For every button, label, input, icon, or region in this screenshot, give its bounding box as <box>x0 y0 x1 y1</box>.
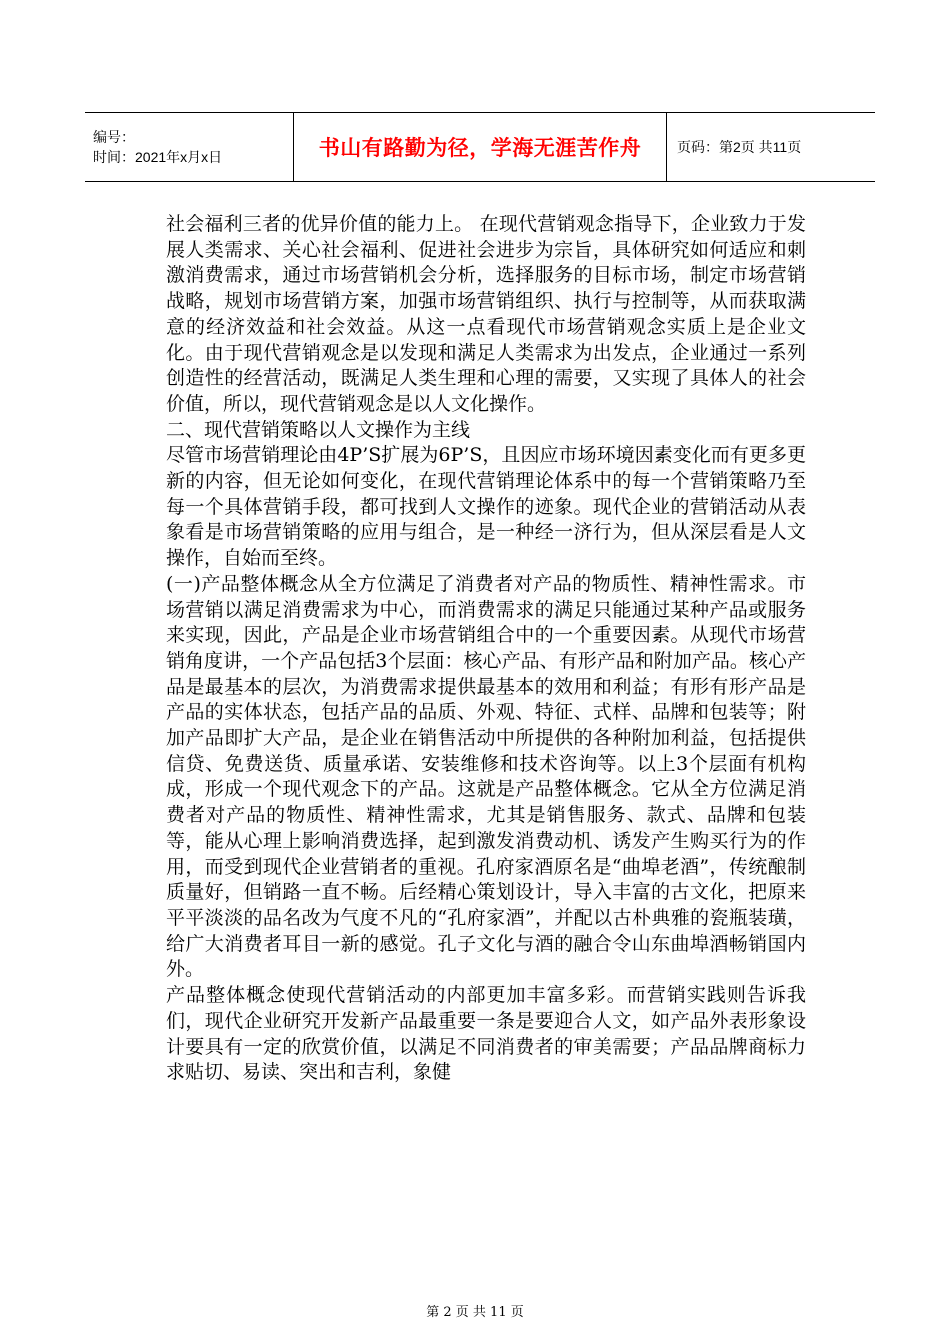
time-label: 时间：2021年x月x日 <box>93 149 223 165</box>
document-body <box>166 212 806 1086</box>
paragraph: 尽管市场营销理论由4P’S扩展为6P’S，且因应市场环境因素变化而有更多更新的内容，但无论如何变化，在现代营销理论体系中的每一个营销策略乃至每一个具体营销手段，都可找到人文操作的迹象。现代企业的营销活动从表象看是市场营销策略的应用与组合，是一种经一济行为，但从深层看是人文操作，自始而至终。 <box>166 444 806 570</box>
paragraph: 社会福利三者的优异价值的能力上。 在现代营销观念指导下，企业致力于发展人类需求、关心社会福利、促进社会进步为宗旨，具体研究如何适应和刺激消费需求，通过市场营销机会分析，选择服务的目标市场，制定市场营销战略，规划市场营销方案，加强市场营销组织、执行与控制等，从而获取满意的经济效益和社会效益。从这一点看现代市场营销观念实质上是企业文化。由于现代营销观念是以发现和满足人类需求为出发点，企业通过一系列创造性的经营活动，既满足人类生理和心理的需要，又实现了具体人的社会价值，所以，现代营销观念是以人文化操作。 <box>166 213 806 415</box>
paragraph: 产品整体概念使现代营销活动的内部更加丰富多彩。而营销实践则告诉我们，现代企业研究开发新产品最重要一条是要迎合人文，如产品外表形象设计要具有一定的欣赏价值，以满足不同消费者的审美需要；产品品牌商标力求贴切、易读、突出和吉利，象健 <box>166 984 806 1084</box>
header-meta <box>85 113 294 182</box>
header-motto: 书山有路勤为径，学海无涯苦作舟 <box>294 113 667 182</box>
paragraph: (一)产品整体概念从全方位满足了消费者对产品的物质性、精神性需求。市场营销以满足消费需求为中心，而消费需求的满足只能通过某种产品或服务来实现，因此，产品是企业市场营销组合中的一个重要因素。从现代市场营销角度讲，一个产品包括3个层面：核心产品、有形产品和附加产品。核心产品是最基本的层次，为消费需求提供最基本的效用和利益；有形有形产品是产品的实体状态，包括产品的品质、外观、特征、式样、品牌和包装等；附加产品即扩大产品，是企业在销售活动中所提供的各种附加利益，包括提供信贷、免费送货、质量承诺、安装维修和技术咨询等。以上3个层面有机构成，形成一个现代观念下的产品。这就是产品整体概念。它从全方位满足消费者对产品的物质性、精神性需求，尤其是销售服务、款式、品牌和包装等，能从心理上影响消费选择，起到激发消费动机、诱发产生购买行为的作用，而受到现代企业营销者的重视。孔府家酒原名是“曲埠老酒”，传统酿制质量好，但销路一直不畅。后经精心策划设计，导入丰富的古文化，把原来平平淡淡的品名改为气度不凡的“孔府家酒”，并配以古朴典雅的瓷瓶装璜，给广大消费者耳目一新的感觉。孔子文化与酒的融合令山东曲埠酒畅销国内外。 <box>166 572 806 981</box>
page-footer: 第 2 页 共 11 页 <box>426 1305 524 1320</box>
header-page-info: 页码：第2页 共11页 <box>667 113 876 182</box>
number-label: 编号： <box>93 129 135 145</box>
section-heading: 二、现代营销策略以人文操作为主线 <box>166 418 471 441</box>
page-header <box>85 112 875 182</box>
